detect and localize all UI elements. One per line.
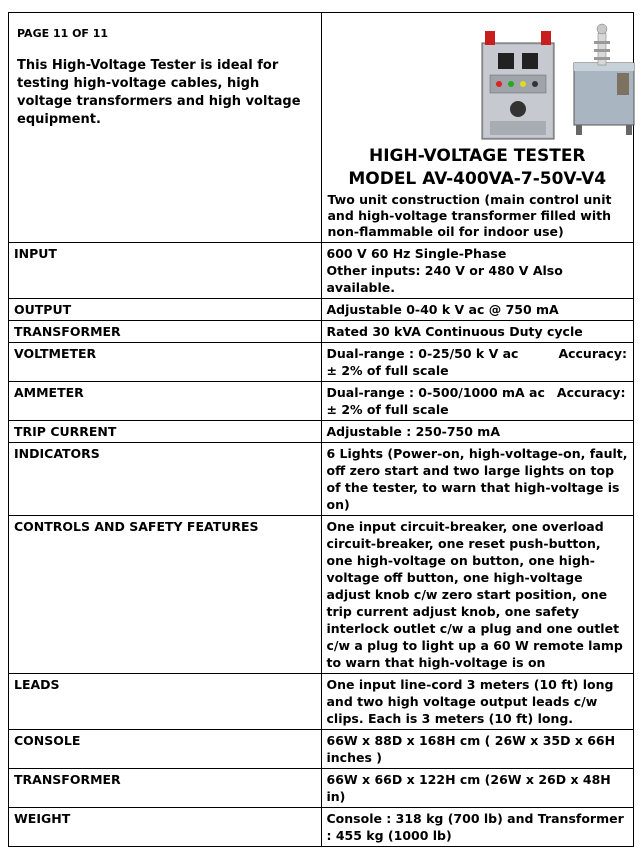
- voltmeter-accuracy: Accuracy: ± 2% of full scale: [327, 346, 628, 378]
- spec-label: AMMETER: [9, 382, 322, 421]
- spec-row-transformer: [9, 321, 634, 343]
- model-number: MODEL AV-400VA-7-50V-V4: [322, 168, 634, 191]
- transformer-image: [574, 24, 634, 135]
- spec-value: One input circuit-breaker, one overload circuit-breaker, one reset push-button, one high-voltage on button, one high-voltage off button, one high-voltage adjust knob c/w zero start position, one trip current adjust knob, one safety interlock outlet c/w a plug and one outlet c/w a plug to light up a 60 W remote lamp to warn that high-voltage is on: [321, 516, 634, 674]
- ammeter-range: Dual-range : 0-500/1000 mA ac: [327, 385, 545, 400]
- spec-row-controls: [9, 516, 634, 674]
- spec-value: [321, 382, 634, 421]
- spec-row-weight: [9, 808, 634, 847]
- spec-row-transformer-size: [9, 769, 634, 808]
- spec-value: [321, 243, 634, 299]
- spec-value: [321, 343, 634, 382]
- header-row: [9, 13, 634, 243]
- intro-text: This High-Voltage Tester is ideal for testing high-voltage cables, high voltage transformers and high voltage equipment.: [17, 57, 313, 129]
- spec-label: VOLTMETER: [9, 343, 322, 382]
- spec-value: Adjustable : 250-750 mA: [321, 421, 634, 443]
- spec-label: TRANSFORMER: [9, 769, 322, 808]
- spec-row-indicators: [9, 443, 634, 516]
- spec-value: Rated 30 kVA Continuous Duty cycle: [321, 321, 634, 343]
- spec-value: Console : 318 kg (700 lb) and Transformer : 455 kg (1000 lb): [321, 808, 634, 847]
- spec-label: TRANSFORMER: [9, 321, 322, 343]
- construction-description: Two unit construction (main control unit and high-voltage transformer filled with non-flammable oil for indoor use): [322, 191, 634, 242]
- product-photos: [322, 13, 634, 143]
- spec-label: INPUT: [9, 243, 322, 299]
- control-unit-image: [482, 31, 554, 139]
- spec-row-trip-current: [9, 421, 634, 443]
- header-left-cell: [9, 13, 322, 243]
- spec-value: 6 Lights (Power-on, high-voltage-on, fault, off zero start and two large lights on top of the tester, to warn that high-voltage is on): [321, 443, 634, 516]
- spec-row-output: [9, 299, 634, 321]
- spec-label: WEIGHT: [9, 808, 322, 847]
- spec-value: Adjustable 0-40 k V ac @ 750 mA: [321, 299, 634, 321]
- warning-lamp-left: [485, 31, 495, 45]
- ammeter-accuracy: Accuracy: ± 2% of full scale: [327, 385, 626, 417]
- spec-row-console: [9, 730, 634, 769]
- product-illustration: [322, 13, 640, 143]
- spec-label: CONSOLE: [9, 730, 322, 769]
- input-line-2: Other inputs: 240 V or 480 V Also available.: [327, 262, 629, 296]
- spec-value: 66W x 88D x 168H cm ( 26W x 35D x 66H inches ): [321, 730, 634, 769]
- spec-row-leads: [9, 674, 634, 730]
- spec-label: INDICATORS: [9, 443, 322, 516]
- spec-table: [8, 12, 634, 847]
- spec-row-voltmeter: [9, 343, 634, 382]
- header-right-cell: [321, 13, 634, 243]
- product-title: HIGH-VOLTAGE TESTER: [322, 145, 634, 168]
- spec-value: One input line-cord 3 meters (10 ft) long and two high voltage output leads c/w clips. Each is 3 meters (10 ft) long.: [321, 674, 634, 730]
- spec-label: CONTROLS AND SAFETY FEATURES: [9, 516, 322, 674]
- spec-label: TRIP CURRENT: [9, 421, 322, 443]
- spec-row-input: [9, 243, 634, 299]
- page-label: PAGE 11 OF 11: [17, 25, 313, 42]
- spec-label: OUTPUT: [9, 299, 322, 321]
- spec-value: 66W x 66D x 122H cm (26W x 26D x 48H in): [321, 769, 634, 808]
- spec-label: LEADS: [9, 674, 322, 730]
- warning-lamp-right: [541, 31, 551, 45]
- spec-row-ammeter: [9, 382, 634, 421]
- voltmeter-range: Dual-range : 0-25/50 k V ac: [327, 346, 519, 361]
- input-line-1: 600 V 60 Hz Single-Phase: [327, 245, 629, 262]
